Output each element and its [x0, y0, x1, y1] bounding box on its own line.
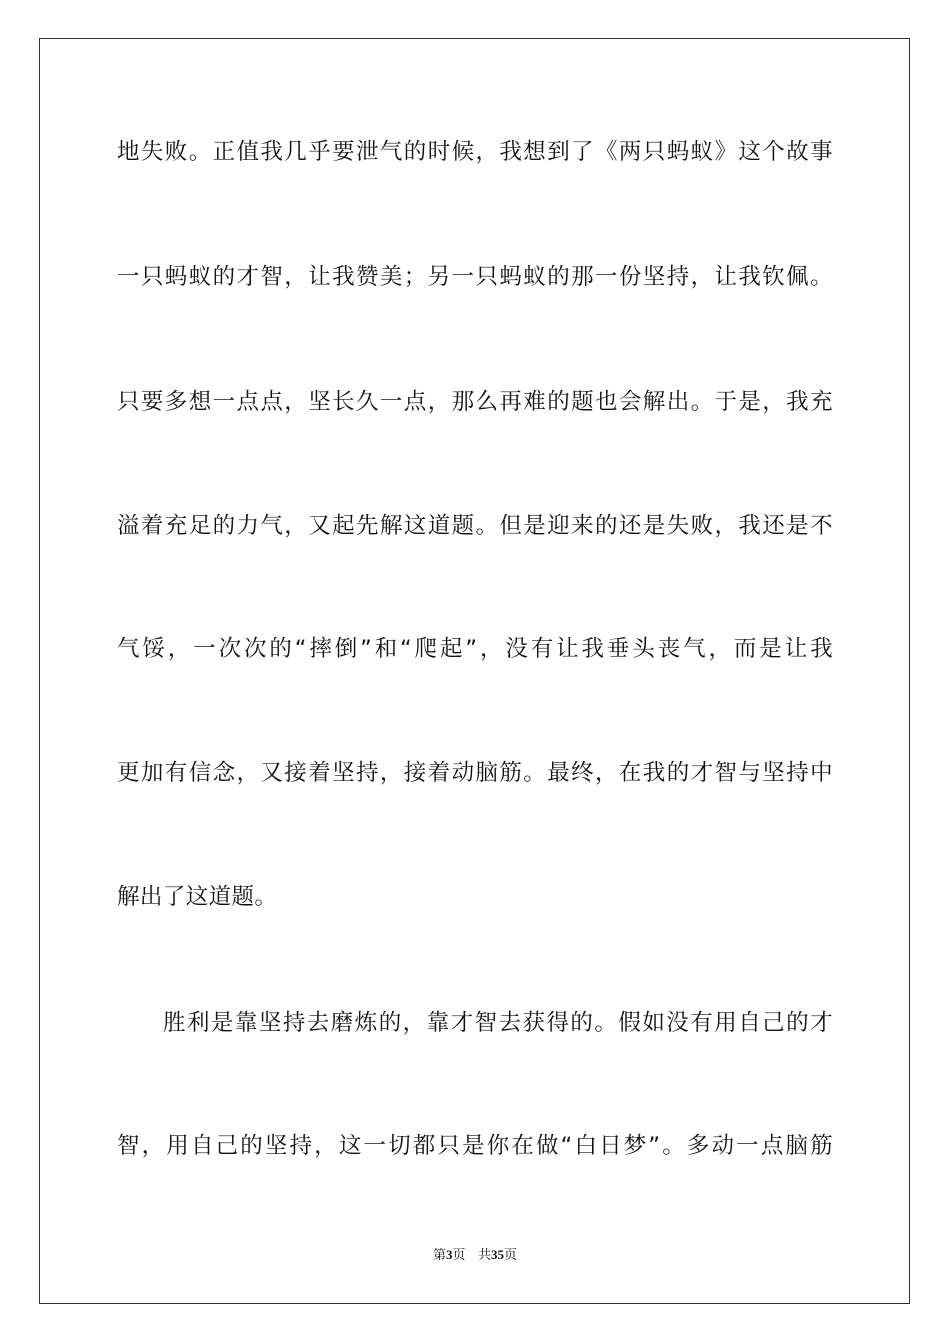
page-footer: [0, 1246, 950, 1265]
body-line-4: 溢着充足的力气，又起先解这道题。但是迎来的还是失败，我还是不: [117, 513, 833, 539]
page-border: [39, 38, 910, 1304]
body-line-3: 只要多想一点点，坚长久一点，那么再难的题也会解出。于是，我充: [117, 389, 833, 415]
body-line-2: 一只蚂蚁的才智，让我赞美；另一只蚂蚁的那一份坚持，让我钦佩。: [117, 264, 833, 290]
total-suffix: 页: [503, 1248, 517, 1263]
total-pages: 35: [490, 1247, 504, 1262]
page-number: 3: [446, 1247, 453, 1262]
total-prefix: 共: [477, 1248, 491, 1263]
body-line-7: 解出了这道题。: [117, 884, 278, 910]
page-suffix: 页: [452, 1248, 466, 1263]
body-line-1: 地失败。正值我几乎要泄气的时候，我想到了《两只蚂蚁》这个故事: [117, 139, 833, 165]
page-prefix: 第: [433, 1248, 447, 1263]
body-line-8: 胜利是靠坚持去磨炼的，靠才智去获得的。假如没有用自己的才: [163, 1010, 833, 1036]
body-line-9: 智，用自己的坚持，这一切都只是你在做“白日梦”。多动一点脑筋: [117, 1133, 833, 1159]
body-line-6: 更加有信念，又接着坚持，接着动脑筋。最终，在我的才智与坚持中: [117, 760, 833, 786]
body-line-5: 气馁，一次次的“摔倒”和“爬起”，没有让我垂头丧气，而是让我: [117, 636, 833, 662]
